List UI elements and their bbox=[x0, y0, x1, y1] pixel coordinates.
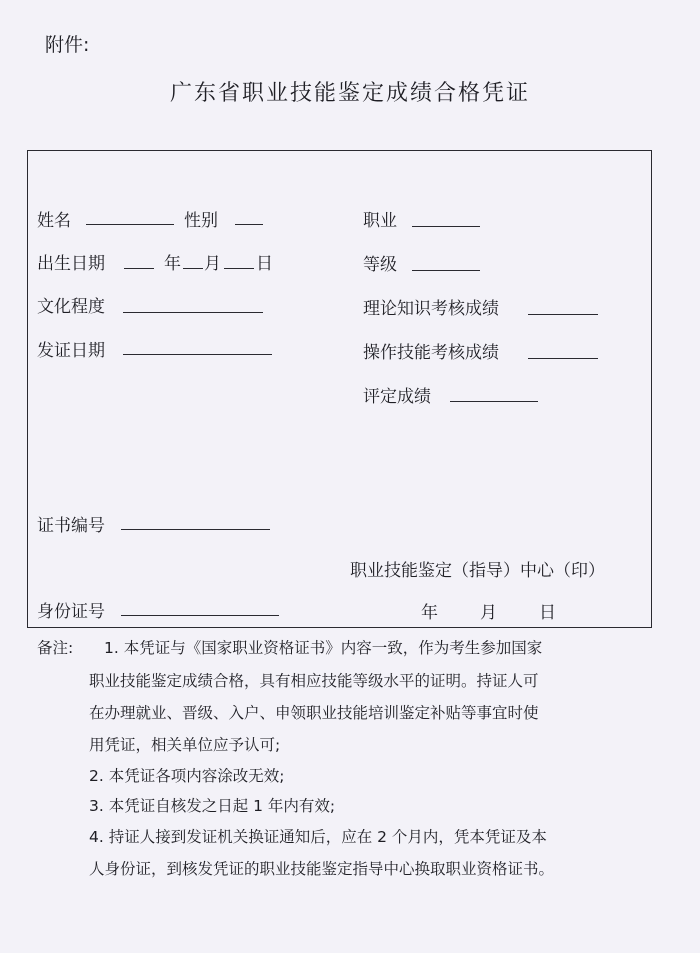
note-4-line-1: 4. 持证人接到发证机关换证通知后，应在 2 个月内，凭本凭证及本 bbox=[89, 828, 547, 846]
id-number-label: 身份证号 bbox=[37, 602, 105, 622]
notes-label: 备注: bbox=[37, 639, 74, 657]
note-1-line-2: 职业技能鉴定成绩合格，具有相应技能等级水平的证明。持证人可 bbox=[89, 672, 539, 690]
note-4-line-2: 人身份证，到核发凭证的职业技能鉴定指导中心换取职业资格证书。 bbox=[89, 860, 555, 878]
assessed-score-line bbox=[450, 401, 538, 402]
birth-year-line bbox=[124, 268, 154, 269]
education-field-line bbox=[123, 312, 263, 313]
practical-score-line bbox=[528, 358, 598, 359]
grade-field-line bbox=[412, 270, 480, 271]
birth-day-line bbox=[224, 268, 254, 269]
gender-label: 性别 bbox=[184, 211, 218, 231]
birth-month-line bbox=[183, 268, 203, 269]
note-2: 2. 本凭证各项内容涂改无效; bbox=[89, 767, 285, 785]
issue-date-label: 发证日期 bbox=[37, 341, 105, 361]
name-field-line bbox=[86, 224, 174, 225]
note-3: 3. 本凭证自核发之日起 1 年内有效; bbox=[89, 797, 336, 815]
date-day-label: 日 bbox=[539, 603, 556, 623]
theory-score-line bbox=[528, 314, 598, 315]
center-seal-label: 职业技能鉴定（指导）中心（印） bbox=[350, 561, 605, 581]
birth-year-label: 年 bbox=[164, 254, 181, 274]
issue-date-field-line bbox=[123, 354, 272, 355]
birth-month-label: 月 bbox=[204, 254, 221, 274]
document-title: 广东省职业技能鉴定成绩合格凭证 bbox=[169, 81, 530, 106]
note-1-line-4: 用凭证，相关单位应予认可; bbox=[89, 736, 281, 754]
name-label: 姓名 bbox=[37, 211, 71, 231]
attachment-label: 附件: bbox=[45, 34, 90, 56]
date-year-label: 年 bbox=[421, 603, 438, 623]
grade-label: 等级 bbox=[363, 255, 397, 275]
gender-field-line bbox=[235, 224, 263, 225]
id-number-field-line bbox=[121, 615, 279, 616]
cert-number-field-line bbox=[121, 529, 270, 530]
occupation-label: 职业 bbox=[363, 211, 397, 231]
note-1-line-1: 1. 本凭证与《国家职业资格证书》内容一致，作为考生参加国家 bbox=[104, 639, 543, 657]
education-label: 文化程度 bbox=[37, 297, 105, 317]
birth-date-label: 出生日期 bbox=[37, 254, 105, 274]
cert-number-label: 证书编号 bbox=[37, 516, 105, 536]
occupation-field-line bbox=[412, 226, 480, 227]
practical-score-label: 操作技能考核成绩 bbox=[363, 343, 499, 363]
date-month-label: 月 bbox=[480, 603, 497, 623]
note-1-line-3: 在办理就业、晋级、入户、申领职业技能培训鉴定补贴等事宜时使 bbox=[89, 704, 539, 722]
birth-day-label: 日 bbox=[256, 254, 273, 274]
theory-score-label: 理论知识考核成绩 bbox=[363, 299, 499, 319]
assessed-score-label: 评定成绩 bbox=[363, 387, 431, 407]
